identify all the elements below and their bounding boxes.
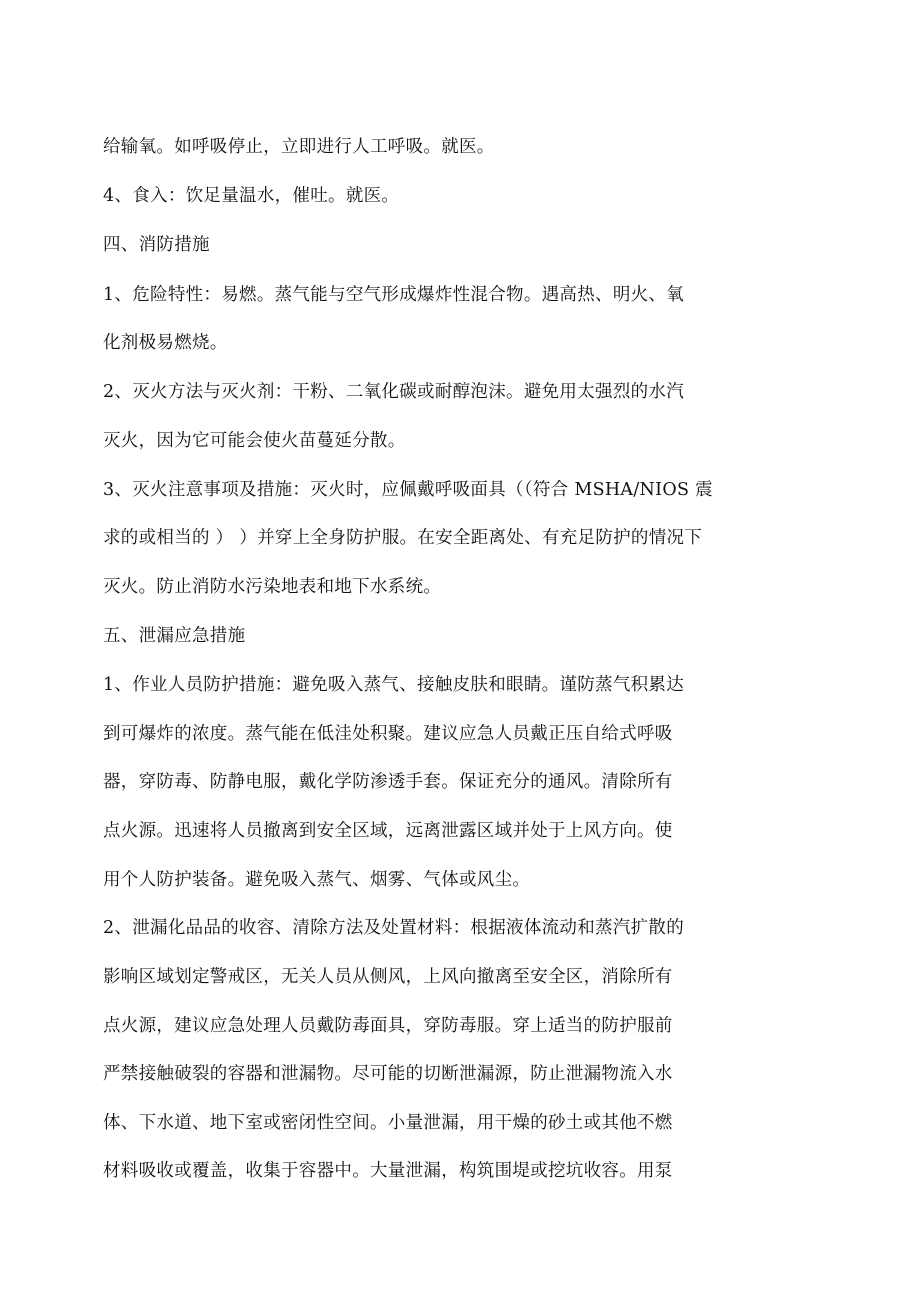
text-line: 化剂极易燃烧。 [103,333,228,353]
text-line: 材料吸收或覆盖，收集于容器中。大量泄漏，构筑围堤或挖坑收容。用泵 [103,1161,673,1181]
text-line: 用个人防护装备。避免吸入蒸气、烟雾、气体或风尘。 [103,870,531,890]
text-line: 2、灭火方法与灭火剂：干粉、二氧化碳或耐醇泡沫。避免用太强烈的水汽 [103,382,685,402]
text-line: 严禁接触破裂的容器和泄漏物。尽可能的切断泄漏源，防止泄漏物流入水 [103,1064,673,1084]
text-line: 1、危险特性：易燃。蒸气能与空气形成爆炸性混合物。遇高热、明火、氧 [103,285,685,305]
text-line: 到可爆炸的浓度。蒸气能在低洼处积聚。建议应急人员戴正压自给式呼吸 [103,724,673,744]
text-line: 灭火。防止消防水污染地表和地下水系统。 [103,577,442,597]
text-line: 给输氧。如呼吸停止，立即进行人工呼吸。就医。 [103,137,495,157]
section-heading-fire-fighting: 四、消防措施 [103,235,210,255]
text-line: 3、灭火注意事项及措施：灭火时，应佩戴呼吸面具（（符合 MSHA/NIOS 震 [103,480,713,500]
text-line: 影响区域划定警戒区，无关人员从侧风，上风向撤离至安全区，消除所有 [103,967,673,987]
text-line: 1、作业人员防护措施：避免吸入蒸气、接触皮肤和眼睛。谨防蒸气积累达 [103,675,685,695]
section-heading-spill-response: 五、泄漏应急措施 [103,626,246,646]
text-line: 2、泄漏化品品的收容、清除方法及处置材料：根据液体流动和蒸汽扩散的 [103,918,685,938]
text-line: 点火源。迅速将人员撤离到安全区域，远离泄露区域并处于上风方向。使 [103,821,673,841]
text-line: 点火源，建议应急处理人员戴防毒面具，穿防毒服。穿上适当的防护服前 [103,1016,673,1036]
text-line: 器，穿防毒、防静电服，戴化学防渗透手套。保证充分的通风。清除所有 [103,772,673,792]
text-line: 求的或相当的 ） ）并穿上全身防护服。在安全距离处、有充足防护的情况下 [103,528,703,548]
text-line: 4、食入：饮足量温水，催吐。就医。 [103,186,400,206]
text-line: 灭火，因为它可能会使火苗蔓延分散。 [103,431,406,451]
text-line: 体、下水道、地下室或密闭性空间。小量泄漏，用干燥的砂土或其他不燃 [103,1113,673,1133]
